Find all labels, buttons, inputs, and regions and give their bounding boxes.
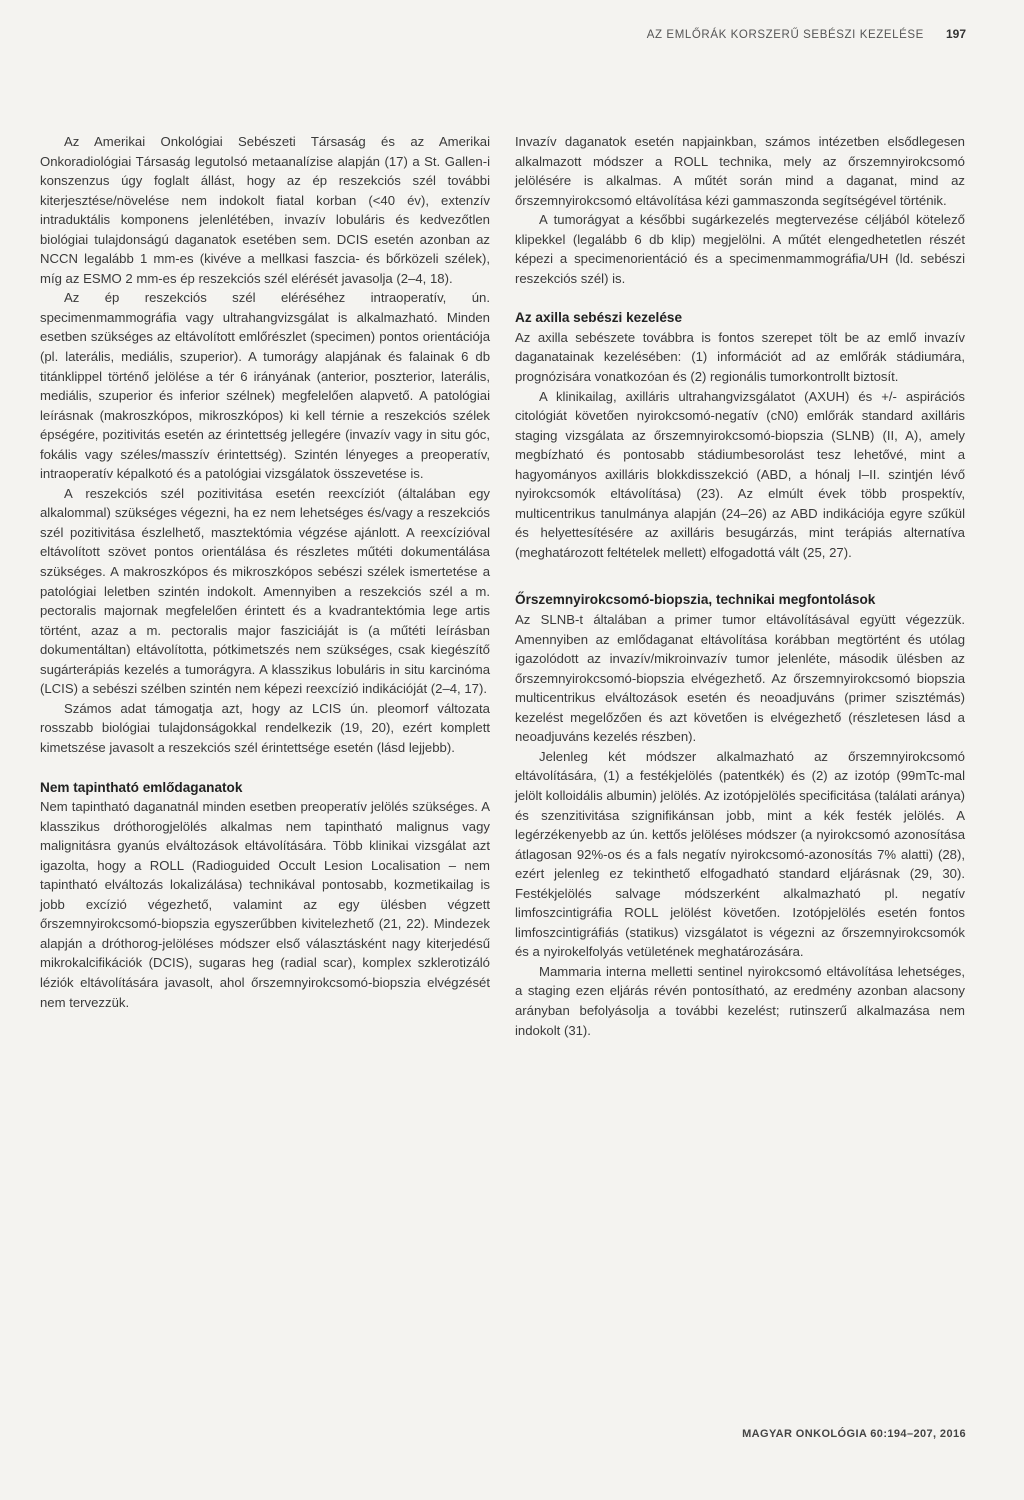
page-number: 197 (945, 27, 966, 41)
paragraph: Az ép reszekciós szél eléréséhez intraoperatív, ún. specimenmammográfia vagy ultrahangvizsgálat is alkalmazható. Minden esetben szükséges az eltávolított emlőrészlet (specimen) pontos orientációja (pl. laterális, mediális, szuperior). A tumorágy alapjának és falainak 6 db titánklippel történő jelölése a tér 6 irányának (anterior, poszterior, laterális, mediális, szuperior és inferior szélnek) megfelelően alapvető. A patológiai leírásnak (makroszkópos, mikroszkópos) ki kell térnie a reszekciós szélek épségére, pozitivitás esetén az érintettség jellegére (invazív vagy in situ góc, fokális vagy széles/masszív érintettség). Szintén lényeges a preoperatív, intraoperatív képalkotó és a patológiai vizsgálatok összevetése is. (40, 290, 490, 482)
section-heading-axilla: Az axilla sebészi kezelése (515, 310, 683, 326)
paragraph: Számos adat támogatja azt, hogy az LCIS ún. pleomorf változata rosszabb biológiai tulajdonságokkal rendelkezik (19, 20), ezért komplett kimetszése javasolt a reszekciós szél érintettsége esetén (lásd lejjebb). (40, 700, 490, 755)
paragraph: Invazív daganatok esetén napjainkban, számos intézetben elsődlegesen alkalmazott módszer a ROLL technika, mely az őrszemnyirokcsomó jelölésére is alkalmas. A műtét során mind a daganat, mind az őrszemnyirokcsomó eltávolítása kézi gammaszonda segítségével történik. (515, 134, 965, 208)
journal-footer: MAGYAR ONKOLÓGIA 60:194–207, 2016 (742, 1428, 966, 1440)
paragraph: Jelenleg két módszer alkalmazható az őrszemnyirokcsomó eltávolítására, (1) a festékjelölés (patentkék) és (2) az izotóp (99mTc-mal jelölt kolloidális albumin) jelölés. Az izotópjelölés specificitása (találati aránya) és szenzitivitása szignifikánsan jobb, mint a kék festék jelölés. A legérzékenyebb az ún. kettős jelöléses módszer (a nyirokcsomó azonosítása átlagosan 92%-os és a fals negatív nyirokcsomó-azonosítás 7% alatti) (28), ezért jelenleg ez tekinthető elfogadható standard eljárásnak (29, 30). Festékjelölés salvage módszerként alkalmazható pl. negatív limfoszcintigráfia ROLL jelölést követően. Izotópjelölés esetén fontos limfoszcintigráfiás (statikus) vizsgálatot is végezni az őrszemnyirokcsomók és a nyirokelfolyás vetületének meghatározására. (515, 748, 965, 960)
running-title: AZ EMLŐRÁK KORSZERŰ SEBÉSZI KEZELÉSE (646, 29, 924, 41)
right-column (515, 132, 965, 1040)
paragraph: Az axilla sebészete továbbra is fontos szerepet tölt be az emlő invazív daganatainak kezelésében: (1) információt ad az emlőrák stádiumára, prognózisára vonatkozóan és (2) regionális tumorkontrollt biztosít. (515, 329, 965, 385)
running-header (647, 27, 966, 41)
paragraph: Az Amerikai Onkológiai Sebészeti Társaság és az Amerikai Onkoradiológiai Társaság legutolsó metaanalízise alapján (17) a St. Gallen-i konszenzus úgy foglalt állást, hogy az ép reszekciós szél további kiterjesztése/növelése nem indokolt fiatal korban (<40 év), extenzív intraduktális komponens jelenlétében, invazív lobuláris és kedvezőtlen biológiai tulajdonságú daganatok esetében sem. DCIS esetén azonban az NCCN legalább 1 mm-es (kivéve a mellkasi faszcia- és bőrközeli szélek), míg az ESMO 2 mm-es ép reszekciós szél elérését javasolja (2–4, 18). (40, 134, 490, 286)
section-heading-slnb: Őrszemnyirokcsomó-biopszia, technikai megfontolások (515, 592, 876, 608)
paragraph: Mammaria interna melletti sentinel nyirokcsomó eltávolítása lehetséges, a staging ezen eljárás révén pontosítható, az eredmény azonban alacsony arányban befolyásolja a további kezelést; rutinszerű alkalmazása nem indokolt (31). (515, 963, 965, 1038)
paragraph: A reszekciós szél pozitivitása esetén reexcíziót (általában egy alkalommal) szükséges végezni, ha ez nem lehetséges és/vagy a reszekciós szél pozitivitása észlelhető, masztektómia végzése ajánlott. A reexcízióval eltávolított szövet pontos orientálása és részletes műtéti dokumentálása szükséges. A makroszkópos és mikroszkópos sebészi szélek ismertetése a patológiai leletben szintén indokolt. Amennyiben a reszekciós szél a m. pectoralis majornak megfelelően érintett és a kvadrantektómia lege artis történt, azaz a m. pectoralis major fasziciáját is (a műtéti leírásban dokumentáltan) eltávolította, pótkimetszés nem szükséges, csak kiegészítő sugárterápiás kezelés a tumorágyra. A klasszikus lobuláris in situ karcinóma (LCIS) a sebészi szélben szintén nem képezi reexcízió indikációját (2–4, 17). (40, 485, 490, 697)
section-heading-non-palpable: Nem tapintható emlődaganatok (40, 779, 243, 795)
left-column (40, 132, 490, 1012)
paragraph: A klinikailag, axilláris ultrahangvizsgálatot (AXUH) és +/- aspirációs citológiát követően nyirokcsomó-negatív (cN0) emlőrák standard axilláris staging vizsgálata az őrszemnyirokcsomó-biopszia (SLNB) (II, A), amely megbízható és pontosabb stádiumbesorolást tesz lehetővé, mint a hagyományos axilláris blokkdisszekció (ABD, a hónalj I–II. szintjén lévő nyirokcsomók eltávolítása) (23). Az elmúlt évek több prospektív, multicentrikus tanulmánya alapján (24–26) az ABD indikációja egyre szűkül és helyettesítésére az axilláris besugárzás, mint terápiás alternatíva (meghatározott feltételek mellett) elfogadottá vált (25, 27). (515, 388, 965, 560)
paragraph: A tumorágyat a későbbi sugárkezelés megtervezése céljából kötelező klipekkel (legalább 6 db klip) megjelölni. A műtét elengedhetetlen részét képezi a specimenorientáció és a specimenmammográfia/UH (ld. sebészi reszekciós szél) is. (515, 212, 965, 286)
paragraph: Nem tapintható daganatnál minden esetben preoperatív jelölés szükséges. A klasszikus dróthorogjelölés alkalmas nem tapintható malignus vagy malignitásra gyanús elváltozások eltávolítására. Több klinikai vizsgálat azt igazolta, hogy a ROLL (Radioguided Occult Lesion Localisation – nem tapintható elváltozás lokalizálása) technikával pontosabb, kozmetikailag is jobb excízió végezhető, valamint az egy ülésben végzett őrszemnyirokcsomó-biopszia egyszerűbben kivitelezhető (21, 22). Mindezek alapján a dróthorog-jelöléses módszer első választásként nagy kiterjedésű mikrokalcifikációk (DCIS), sugaras heg (radial scar), komplex szklerotizáló léziók eltávolítására javasolt, ahol őrszemnyirokcsomó-biopszia elvégzését nem tervezzük. (40, 799, 490, 1010)
paragraph: Az SLNB-t általában a primer tumor eltávolításával együtt végezzük. Amennyiben az emlődaganat eltávolítása korábban megtörtént és utólag igazolódott az invazív/mikroinvazív tumor jelenléte, második ülésben az őrszemnyirokcsomó-biopszia elvégezhető. Az őrszemnyirokcsomó biopszia multicentrikus elváltozások esetén és neoadjuváns (primer szisztémás) kezelést megelőzően és azt követően is elvégezhető (részletesen lásd a neoadjuváns kezelés részben). (515, 612, 965, 745)
